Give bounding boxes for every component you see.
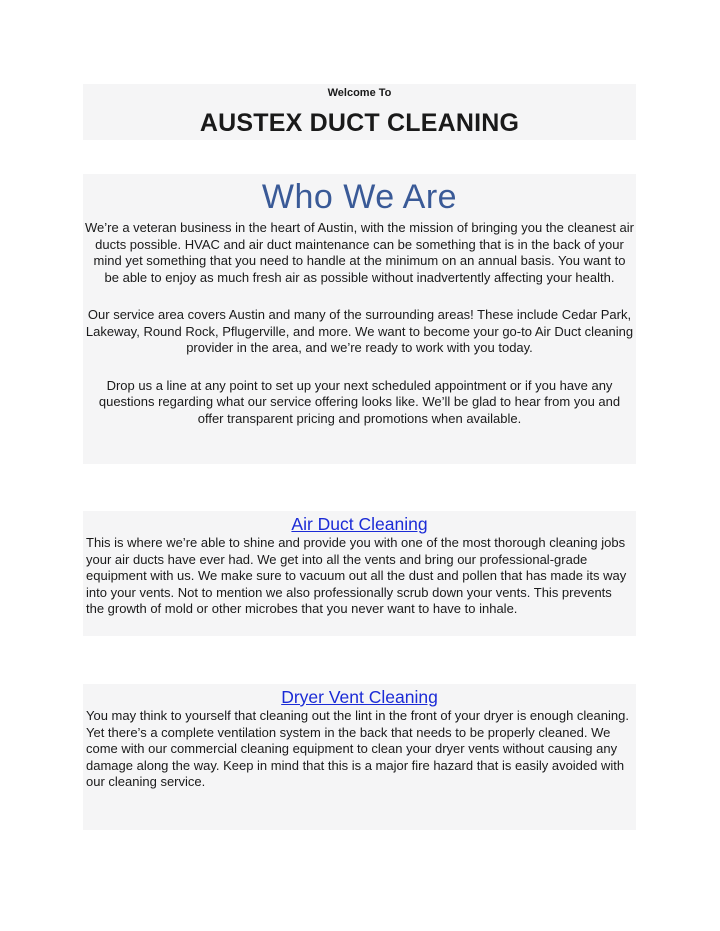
welcome-eyebrow: Welcome To xyxy=(327,87,392,99)
company-name: AUSTEX DUCT CLEANING xyxy=(199,109,520,137)
welcome-banner xyxy=(83,84,636,140)
about-paragraph: We’re a veteran business in the heart of Austin, with the mission of bringing you the cleanest air ducts possible. HVAC and air duct maintenance can be something that is in the back of your mind yet something that you need to handle at the minimum on an annual basis. You want to be able to enjoy as much fresh air as possible without inadvertently affecting your health. xyxy=(85,220,634,285)
service-air-duct-cleaning xyxy=(83,511,636,636)
about-paragraph: Drop us a line at any point to set up your next scheduled appointment or if you have any questions regarding what our service offering looks like. We’ll be glad to hear from you and offer transparent pricing and promotions when available. xyxy=(98,377,621,426)
service-title-link[interactable]: Dryer Vent Cleaning xyxy=(281,687,438,707)
who-we-are-section xyxy=(83,174,636,464)
service-title-link[interactable]: Air Duct Cleaning xyxy=(291,514,428,534)
service-description: You may think to yourself that cleaning out the lint in the front of your dryer is enough cleaning. Yet there’s a complete ventilation system in the back that needs to be properly cleaned. We come with our commercial cleaning equipment to clean your dryer vents without causing any damage along the way. Keep in mind that this is a major fire hazard that is easily avoided with our cleaning service. xyxy=(86,708,629,789)
service-description: This is where we’re able to shine and provide you with one of the most thorough cleaning jobs your air ducts have ever had. We get into all the vents and bring our professional-grade equipment with us. We make sure to vacuum out all the dust and pollen that has made its way into your vents. Not to mention we also professionally scrub down your vents. This prevents the growth of mold or other microbes that you never want to have to inhale. xyxy=(86,535,627,616)
service-dryer-vent-cleaning xyxy=(83,684,636,830)
section-heading: Who We Are xyxy=(261,178,458,216)
about-paragraph: Our service area covers Austin and many of the surrounding areas! These include Cedar Park, Lakeway, Round Rock, Pflugerville, and more. We want to become your go-to Air Duct cleaning provider in the area, and we’re ready to work with you today. xyxy=(85,307,634,355)
